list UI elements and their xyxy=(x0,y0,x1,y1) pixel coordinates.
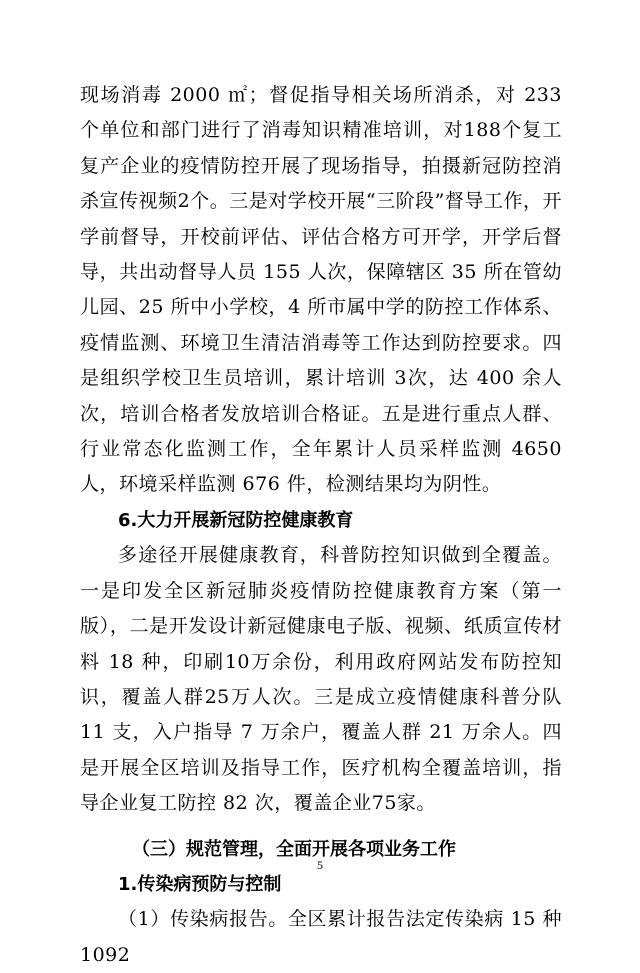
body-paragraph: （1）传染病报告。全区累计报告法定传染病 15 种 1092 xyxy=(80,908,562,966)
document-body xyxy=(80,78,562,973)
page-number: 5 xyxy=(317,858,323,872)
body-paragraph: 多途径开展健康教育，科普防控知识做到全覆盖。一是印发全区新冠肺炎疫情防控健康教育方案（第一版），二是开发设计新冠健康电子版、视频、纸质宣传材料 18 种，印刷10万余份，利用政府网站发布防控知识，覆盖人群25万人次。三是成立疫情健康科普分队 11 支，入户指导 7 万余户，覆盖人群 21 万余人。四是开展全区培训及指导工作，医疗机构全覆盖培训，指导企业复工防控 82 次，覆盖企业75家。 xyxy=(80,544,562,815)
section-heading: 6.大力开展新冠防控健康教育 xyxy=(118,509,354,531)
subsection-heading: 1.传染病预防与控制 xyxy=(118,873,282,895)
body-paragraph: 现场消毒 2000 ㎡；督促指导相关场所消杀，对 233 个单位和部门进行了消毒知识精准培训，对188个复工复产企业的疫情防控开展了现场指导，拍摄新冠防控消杀宣传视频2个。三是对学校开展“三阶段”督导工作，开学前督导，开校前评估、评估合格方可开学，开学后督导，共出动督导人员 155 人次，保障辖区 35 所在管幼儿园、25 所中小学校，4 所市属中学的防控工作体系、疫情监测、环境卫生清洁消毒等工作达到防控要求。四是组织学校卫生员培训，累计培训 3次，达 400 余人次，培训合格者发放培训合格证。五是进行重点人群、行业常态化监测工作，全年累计人员采样监测 4650人，环境采样监测 676 件，检测结果均为阴性。 xyxy=(80,84,562,496)
section-heading: （三）规范管理，全面开展各项业务工作 xyxy=(132,838,456,860)
